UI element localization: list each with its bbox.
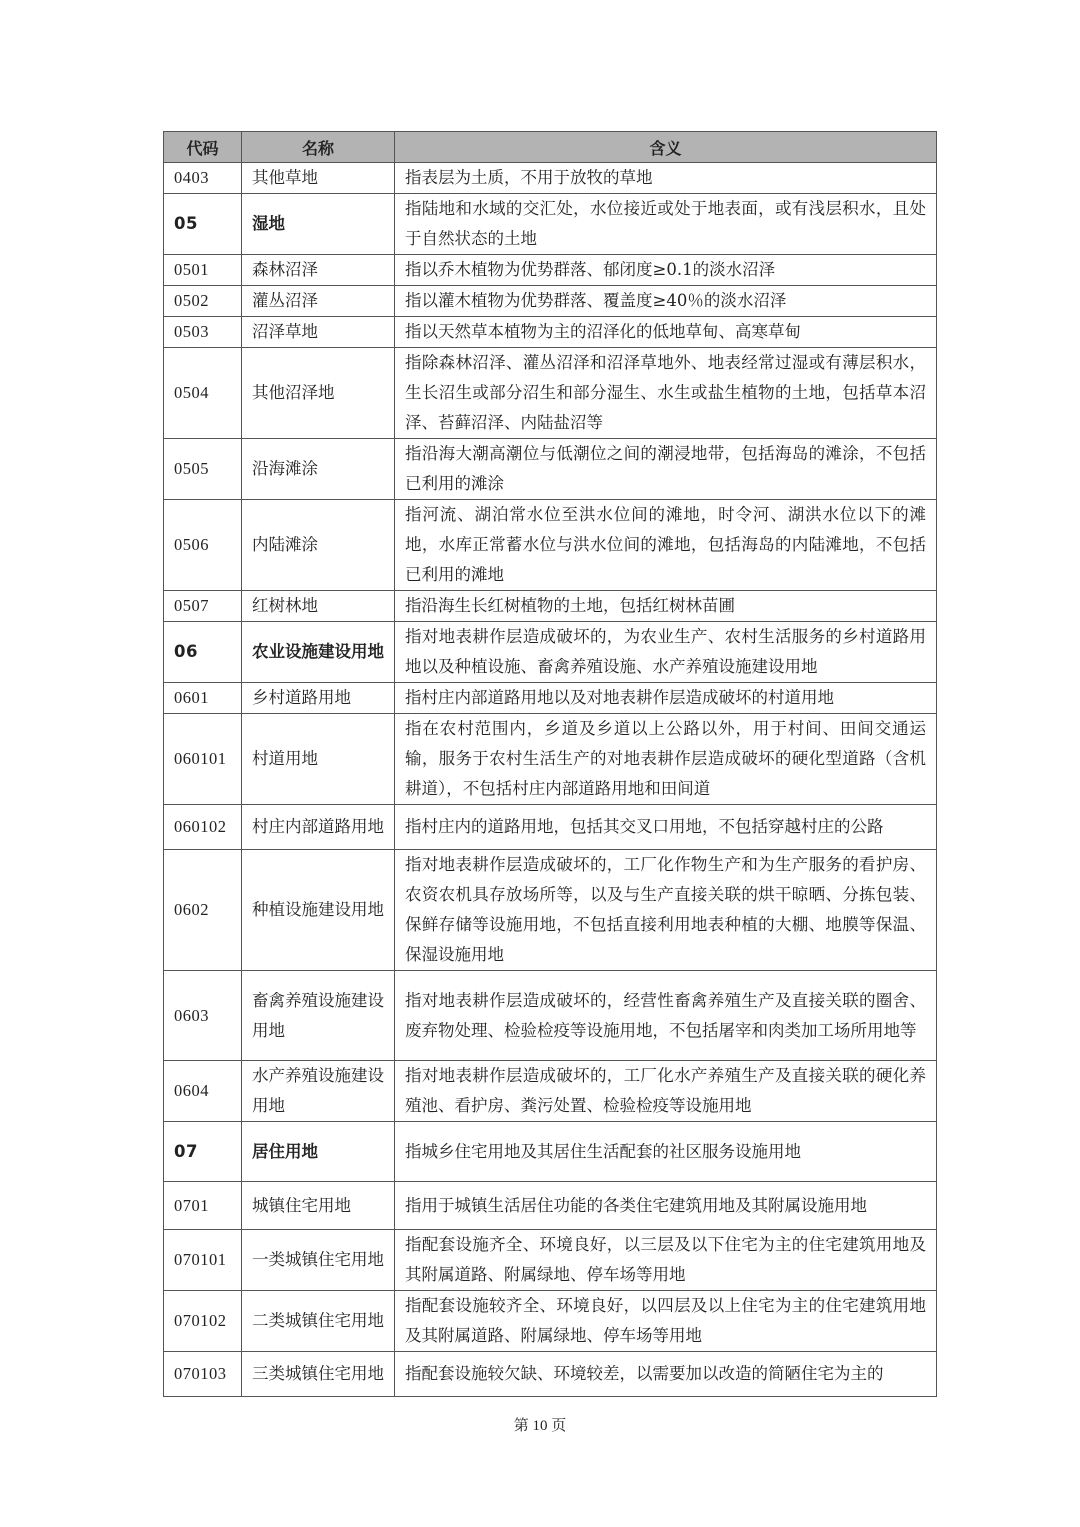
cell-meaning: 指沿海大潮高潮位与低潮位之间的潮浸地带，包括海岛的滩涂，不包括已利用的滩涂 <box>395 439 937 500</box>
cell-meaning: 指对地表耕作层造成破坏的，经营性畜禽养殖生产及直接关联的圈舍、废弃物处理、检验检疫等设施用地，不包括屠宰和肉类加工场所用地等 <box>395 971 937 1061</box>
table-row <box>164 1061 937 1122</box>
table-row <box>164 683 937 714</box>
cell-meaning: 指配套设施较齐全、环境良好，以四层及以上住宅为主的住宅建筑用地及其附属道路、附属绿地、停车场等用地 <box>395 1291 937 1352</box>
cell-meaning: 指以灌木植物为优势群落、覆盖度≥40％的淡水沼泽 <box>395 286 937 317</box>
header-name: 名称 <box>242 132 395 163</box>
cell-name: 农业设施建设用地 <box>242 622 395 683</box>
cell-code: 0506 <box>164 500 242 591</box>
cell-name: 一类城镇住宅用地 <box>242 1230 395 1291</box>
table-row <box>164 805 937 850</box>
cell-name: 城镇住宅用地 <box>242 1182 395 1230</box>
table-row <box>164 255 937 286</box>
cell-meaning: 指对地表耕作层造成破坏的，工厂化水产养殖生产及直接关联的硬化养殖池、看护房、粪污处置、检验检疫等设施用地 <box>395 1061 937 1122</box>
cell-meaning: 指以乔木植物为优势群落、郁闭度≥0.1的淡水沼泽 <box>395 255 937 286</box>
table-row <box>164 1122 937 1182</box>
cell-name: 居住用地 <box>242 1122 395 1182</box>
table-row <box>164 1352 937 1397</box>
cell-code: 0603 <box>164 971 242 1061</box>
table-row <box>164 1182 937 1230</box>
cell-meaning: 指沿海生长红树植物的土地，包括红树林苗圃 <box>395 591 937 622</box>
table-row <box>164 1291 937 1352</box>
cell-meaning: 指表层为土质，不用于放牧的草地 <box>395 163 937 194</box>
cell-name: 湿地 <box>242 194 395 255</box>
cell-code: 070103 <box>164 1352 242 1397</box>
cell-code: 0602 <box>164 850 242 971</box>
cell-name: 三类城镇住宅用地 <box>242 1352 395 1397</box>
cell-name: 内陆滩涂 <box>242 500 395 591</box>
table-row <box>164 286 937 317</box>
cell-meaning: 指陆地和水域的交汇处，水位接近或处于地表面，或有浅层积水，且处于自然状态的土地 <box>395 194 937 255</box>
cell-name: 森林沼泽 <box>242 255 395 286</box>
cell-code: 0502 <box>164 286 242 317</box>
cell-code: 0403 <box>164 163 242 194</box>
cell-name: 沿海滩涂 <box>242 439 395 500</box>
table-body <box>164 163 937 1397</box>
cell-meaning: 指村庄内的道路用地，包括其交叉口用地，不包括穿越村庄的公路 <box>395 805 937 850</box>
cell-meaning: 指村庄内部道路用地以及对地表耕作层造成破坏的村道用地 <box>395 683 937 714</box>
cell-name: 畜禽养殖设施建设用地 <box>242 971 395 1061</box>
table-header-row <box>164 132 937 163</box>
header-meaning: 含义 <box>395 132 937 163</box>
cell-meaning: 指河流、湖泊常水位至洪水位间的滩地，时令河、湖洪水位以下的滩地，水库正常蓄水位与洪水位间的滩地，包括海岛的内陆滩地，不包括已利用的滩地 <box>395 500 937 591</box>
cell-name: 村道用地 <box>242 714 395 805</box>
cell-code: 0501 <box>164 255 242 286</box>
cell-code: 060102 <box>164 805 242 850</box>
table-row <box>164 850 937 971</box>
table-row <box>164 714 937 805</box>
table-row <box>164 500 937 591</box>
cell-code: 070102 <box>164 1291 242 1352</box>
cell-name: 水产养殖设施建设用地 <box>242 1061 395 1122</box>
cell-code: 0504 <box>164 348 242 439</box>
cell-name: 灌丛沼泽 <box>242 286 395 317</box>
table-row <box>164 163 937 194</box>
cell-code: 0604 <box>164 1061 242 1122</box>
page-number: 第 10 页 <box>513 1418 567 1434</box>
cell-name: 红树林地 <box>242 591 395 622</box>
cell-code: 0701 <box>164 1182 242 1230</box>
cell-code: 06 <box>164 622 242 683</box>
table-row <box>164 317 937 348</box>
cell-code: 07 <box>164 1122 242 1182</box>
cell-code: 070101 <box>164 1230 242 1291</box>
cell-meaning: 指配套设施齐全、环境良好，以三层及以下住宅为主的住宅建筑用地及其附属道路、附属绿地、停车场等用地 <box>395 1230 937 1291</box>
cell-code: 05 <box>164 194 242 255</box>
cell-code: 0505 <box>164 439 242 500</box>
cell-code: 0503 <box>164 317 242 348</box>
cell-meaning: 指以天然草本植物为主的沼泽化的低地草甸、高寒草甸 <box>395 317 937 348</box>
cell-meaning: 指除森林沼泽、灌丛沼泽和沼泽草地外、地表经常过湿或有薄层积水，生长沼生或部分沼生和部分湿生、水生或盐生植物的土地，包括草本沼泽、苔藓沼泽、内陆盐沼等 <box>395 348 937 439</box>
cell-meaning: 指配套设施较欠缺、环境较差，以需要加以改造的简陋住宅为主的 <box>395 1352 937 1397</box>
cell-code: 0507 <box>164 591 242 622</box>
cell-name: 沼泽草地 <box>242 317 395 348</box>
table-row <box>164 348 937 439</box>
cell-code: 060101 <box>164 714 242 805</box>
land-use-table <box>163 131 937 1397</box>
table-row <box>164 622 937 683</box>
table-row <box>164 194 937 255</box>
cell-name: 种植设施建设用地 <box>242 850 395 971</box>
cell-meaning: 指城乡住宅用地及其居住生活配套的社区服务设施用地 <box>395 1122 937 1182</box>
cell-name: 村庄内部道路用地 <box>242 805 395 850</box>
table-row <box>164 1230 937 1291</box>
cell-meaning: 指对地表耕作层造成破坏的，为农业生产、农村生活服务的乡村道路用地以及种植设施、畜禽养殖设施、水产养殖设施建设用地 <box>395 622 937 683</box>
cell-name: 乡村道路用地 <box>242 683 395 714</box>
cell-meaning: 指在农村范围内，乡道及乡道以上公路以外，用于村间、田间交通运输，服务于农村生活生产的对地表耕作层造成破坏的硬化型道路（含机耕道），不包括村庄内部道路用地和田间道 <box>395 714 937 805</box>
cell-name: 其他草地 <box>242 163 395 194</box>
cell-name: 二类城镇住宅用地 <box>242 1291 395 1352</box>
cell-code: 0601 <box>164 683 242 714</box>
table-row <box>164 439 937 500</box>
cell-name: 其他沼泽地 <box>242 348 395 439</box>
table-row <box>164 591 937 622</box>
table-row <box>164 971 937 1061</box>
cell-meaning: 指对地表耕作层造成破坏的，工厂化作物生产和为生产服务的看护房、农资农机具存放场所等，以及与生产直接关联的烘干晾晒、分拣包装、保鲜存储等设施用地，不包括直接利用地表种植的大棚、地膜等保温、保湿设施用地 <box>395 850 937 971</box>
header-code: 代码 <box>164 132 242 163</box>
cell-meaning: 指用于城镇生活居住功能的各类住宅建筑用地及其附属设施用地 <box>395 1182 937 1230</box>
